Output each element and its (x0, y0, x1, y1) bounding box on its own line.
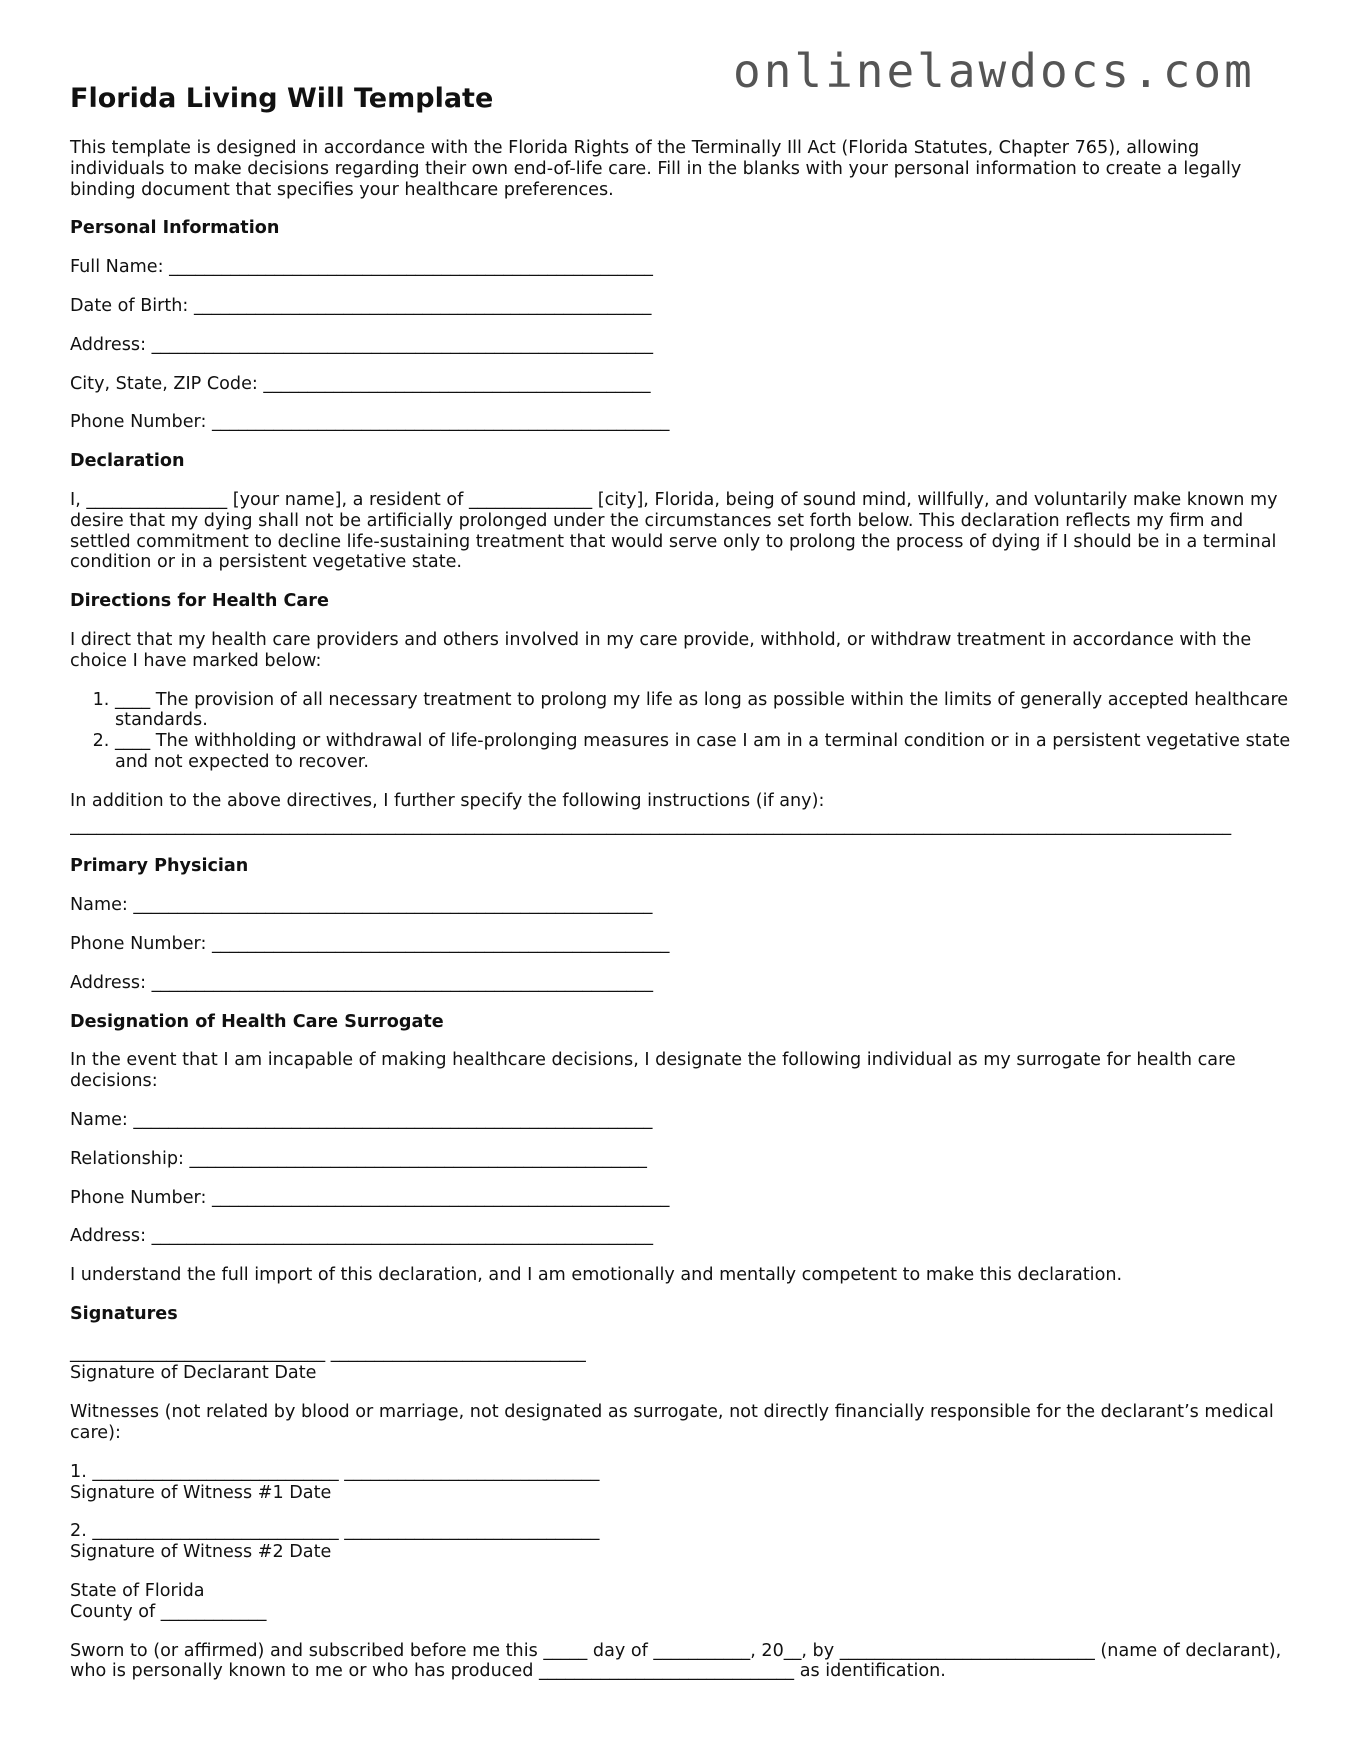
notary-venue (70, 1581, 1292, 1623)
surrogate-paragraph: In the event that I am incapable of making healthcare decisions, I designate the following individual as my surrogate for health care decisions: (70, 1050, 1236, 1092)
understand-statement: I understand the full import of this declaration, and I am emotionally and mentally competent to make this declaration. (70, 1265, 1123, 1286)
surrogate-name-field: Name: ___________________________________________________________ (70, 1109, 653, 1130)
witness2-signature-block (70, 1521, 1292, 1563)
document-body (70, 82, 1292, 1700)
date-of-birth-field: Date of Birth: ____________________________________________________ (70, 295, 652, 316)
witness1-signature-line: 1. ____________________________ _____________________________ (70, 1461, 600, 1482)
sworn-statement: Sworn to (or affirmed) and subscribed before me this _____ day of ___________, 20__, by _____________________________ (name of declarant), who is personally known to me or who has produced _____________________________ as identification. (70, 1640, 1282, 1682)
address-field: Address: _________________________________________________________ (70, 334, 654, 355)
page-title: Florida Living Will Template (70, 83, 494, 114)
surrogate-relationship-field: Relationship: ____________________________________________________ (70, 1148, 647, 1169)
physician-phone-field: Phone Number: ____________________________________________________ (70, 933, 670, 954)
personal-info-heading: Personal Information (70, 218, 280, 239)
physician-heading: Primary Physician (70, 856, 249, 877)
witness-requirements: Witnesses (not related by blood or marriage, not designated as surrogate, not directly financially responsible for the declarant’s medical care): (70, 1402, 1274, 1444)
additional-instructions: In addition to the above directives, I further specify the following instructions (if any): (70, 790, 825, 811)
phone-number-field: Phone Number: ____________________________________________________ (70, 412, 670, 433)
direction-option-withhold: 2. ____ The withholding or withdrawal of life-prolonging measures in case I am in a terminal condition or in a persistent vegetative state and not expected to recover. (115, 731, 1292, 773)
witness1-signature-label: Signature of Witness #1 Date (70, 1482, 332, 1503)
witness2-signature-line: 2. ____________________________ _____________________________ (70, 1521, 600, 1542)
notary-county: County of ____________ (70, 1601, 267, 1622)
directions-heading: Directions for Health Care (70, 591, 329, 612)
direction-option-prolong: 1. ____ The provision of all necessary treatment to prolong my life as long as possible within the limits of generally accepted healthcare standards. (115, 690, 1292, 732)
declarant-signature-label: Signature of Declarant Date (70, 1363, 317, 1384)
notary-state: State of Florida (70, 1581, 205, 1602)
surrogate-address-field: Address: _________________________________________________________ (70, 1226, 654, 1247)
watermark: onlinelawdocs.com (733, 44, 1255, 98)
signatures-heading: Signatures (70, 1303, 178, 1324)
declaration-paragraph: I, ________________ [your name], a resident of ______________ [city], Florida, being of sound mind, willfully, and voluntarily make known my desire that my dying shall not be artificially prolonged under the circumstances set forth below. This declaration reflects my firm and settled commitment to decline life-sustaining treatment that would serve only to prolong the process of dying if I should be in a terminal condition or in a persistent vegetative state. (70, 489, 1278, 573)
full-name-field: Full Name: _______________________________________________________ (70, 257, 653, 278)
witness2-signature-label: Signature of Witness #2 Date (70, 1542, 332, 1563)
surrogate-heading: Designation of Health Care Surrogate (70, 1011, 444, 1032)
additional-instructions-line: ____________________________________________________________________________________________________________________________________ (70, 815, 1232, 836)
intro-paragraph: This template is designed in accordance with the Florida Rights of the Terminally Ill Act (Florida Statutes, Chapter 765), allowing individuals to make decisions regarding their own end-of-life care. Fill in the blanks with your personal information to create a legally binding document that specifies your healthcare preferences. (70, 138, 1242, 200)
physician-address-field: Address: _________________________________________________________ (70, 972, 654, 993)
directions-paragraph: I direct that my health care providers and others involved in my care provide, withhold, or withdraw treatment in accordance with the choice I have marked below: (70, 629, 1252, 671)
declaration-heading: Declaration (70, 451, 185, 472)
witness1-signature-block (70, 1462, 1292, 1504)
physician-name-field: Name: ___________________________________________________________ (70, 895, 653, 916)
directions-options-list (70, 690, 1292, 773)
declarant-signature-line: _____________________________ _____________________________ (70, 1342, 586, 1363)
city-state-zip-field: City, State, ZIP Code: ____________________________________________ (70, 373, 651, 394)
declarant-signature-block (70, 1343, 1292, 1385)
surrogate-phone-field: Phone Number: ____________________________________________________ (70, 1187, 670, 1208)
